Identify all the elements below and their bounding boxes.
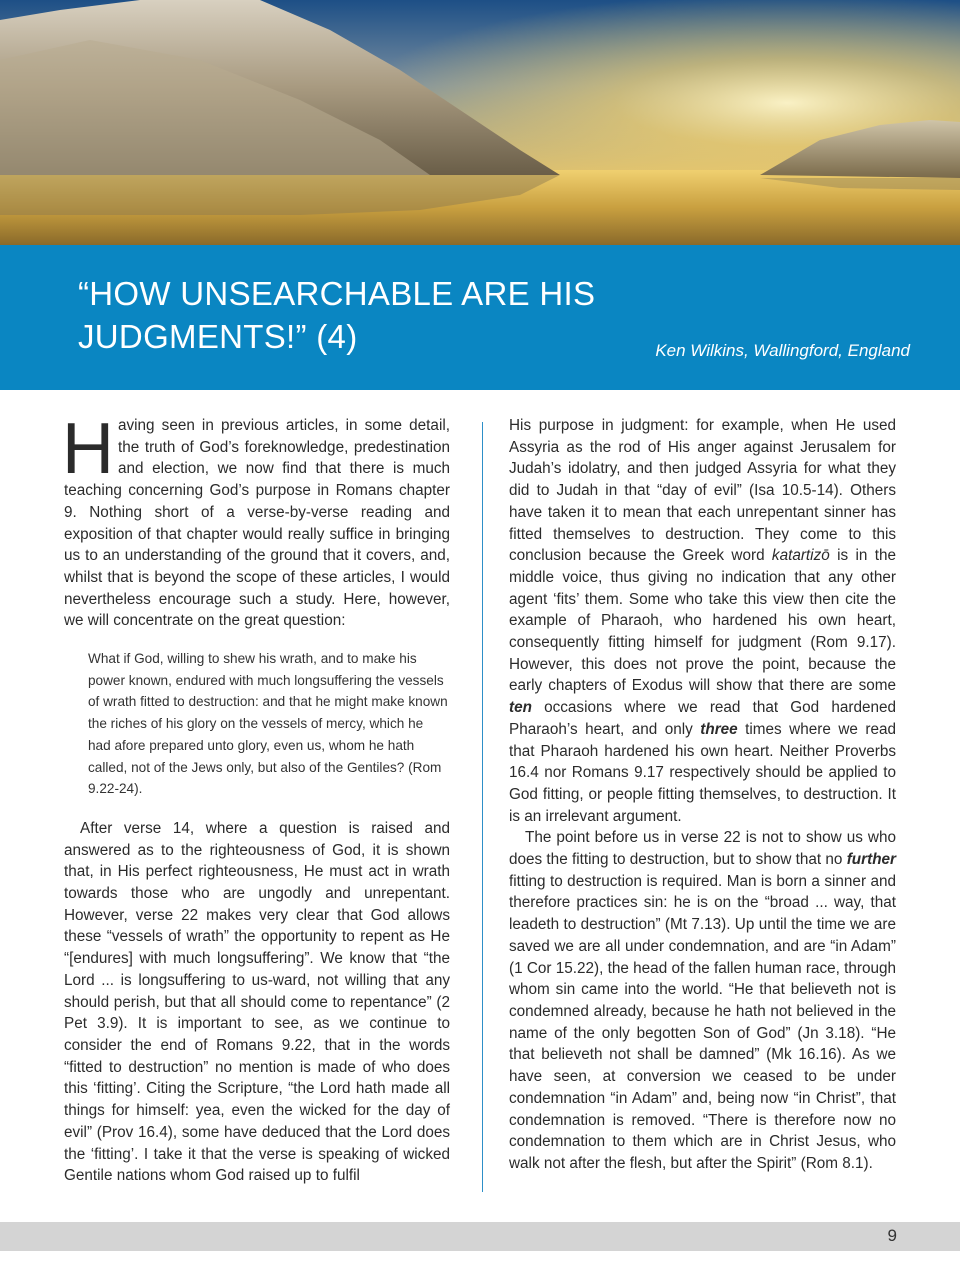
greek-word: katartizō [771,547,830,565]
article-author: Ken Wilkins, Wallingford, England [655,341,910,360]
paragraph-3 [509,827,896,1174]
drop-cap: H [62,409,114,489]
footer-bar [0,1222,960,1251]
emphasis-ten: ten [509,699,532,717]
article-title: “HOW UNSEARCHABLE ARE HIS JUDGMENTS!” (4) [78,275,596,355]
text-run: fitting to destruction is required. Man is born a sinner and therefore practices sin: he is on the “broad ... way, that leadeth to destruction” (Mt 7.13). Up until the time we are saved we are all under condemnation, and are “in Adam” (1 Cor 15.22), the head of the fallen human race, through whom sin came into the world. “He that believeth not is condemned already, because he hath not believed in the name of the only begotten Son of God” (Jn 3.18). “He that believeth not shall be damned” (Mk 16.16). As we have seen, at conversion we ceased to be under condemnation “in Adam” and, being now “in Christ”, that condemnation is removed. “There is therefore now no condemnation to them which are in Christ Jesus, who walk not after the flesh, but after the Spirit” (Rom 8.1). [509,872,896,1172]
text-run: occasions where we read that God hardened Pharaoh’s heart, and only [509,699,896,738]
text-run: His purpose in judgment: for example, when He used Assyria as the rod of His anger against Jerusalem for Judah’s idolatry, and then judged Assyria for what they did to Judah in that “day of evil” (Isa 10.5-14). Others have taken it to mean that each unrepentant sinner has fitted themselves to destruction. They come to this conclusion because the Greek word [509,417,896,565]
left-column [62,409,450,1187]
column-divider [482,422,483,1192]
paragraph-2: After verse 14, where a question is raised and answered as to the righteousness of God, it is shown that, in His perfect righteousness, He must act in wrath towards those who are ungodly and unrepentant. However, verse 22 makes very clear that God allows these “vessels of wrath” the opportunity to repent as He “[endures] with much longsuffering”. We know that “the Lord ... is longsuffering to us-ward, not willing that any should perish, but that all should come to repentance” (2 Pet 3.9). It is important to see, as we continue to consider the end of Romans 9.22, that in the words “fitted to destruction” no mention is made of who does this ‘fitting’. Citing the Scripture, “the Lord hath made all things for himself: yea, even the wicked for the day of evil” (Prov 16.4), some have deduced that the Lord does the ‘fitting’. I take it that the verse is speaking of wicked Gentile nations whom God raised up to fulfil [64,819,450,1185]
emphasis-further: further [846,851,896,869]
intro-paragraph [62,409,450,632]
right-column [509,415,896,1175]
page-number: 9 [887,1226,897,1245]
hero-image [0,0,960,245]
landscape-illustration [0,0,960,245]
text-run: is in the middle voice, thus giving no indication that any other agent ‘fits’ them. Some who take this view then cite the example of Pharaoh, who hardened his own heart, consequently fitting himself for judgment (Rom 9.17). However, this does not prove the point, because the early chapters of Exodus will show that there are some [509,547,896,695]
scripture-quote: What if God, willing to shew his wrath, and to make his power known, endured with much longsuffering the vessels of wrath fitted to destruction: and that he might make known the riches of his glory on the vessels of mercy, which he had afore prepared unto glory, even us, whom he hath called, not of the Jews only, but also of the Gentiles? (Rom 9.22-24). [88,651,448,797]
text-run: The point before us in verse 22 is not to show us who does the fitting to destruction, but to show that no [509,829,896,869]
paragraph-2-continued [509,415,896,827]
intro-text: aving seen in previous articles, in some detail, the truth of God’s foreknowledge, predestination and election, we now find that there is much teaching concerning God’s purpose in Romans chapter 9. Nothing short of a verse-by-verse reading and exposition of that chapter would really suffice in bringing us to an understanding of the ground that it covers, and, whilst that is beyond the scope of these articles, I would nevertheless encourage such a study. Here, however, we will concentrate on the great question: [64,417,450,630]
text-run: times where we read that Pharaoh hardened his own heart. Neither Proverbs 16.4 nor Romans 9.17 respectively should be applied to God fitting, or people fitting themselves, to destruction. It is an irrelevant argument. [509,720,896,825]
emphasis-three: three [700,720,738,738]
